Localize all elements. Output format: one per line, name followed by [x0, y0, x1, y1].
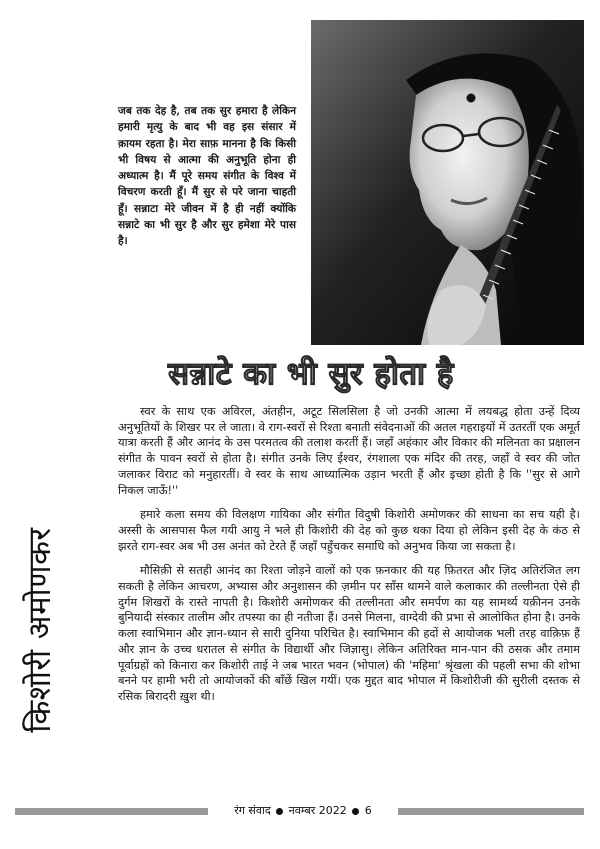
bullet-icon	[276, 808, 283, 815]
side-title-text: किशोरी अमोणकर	[22, 527, 58, 733]
body-paragraph: हमारे कला समय की विलक्षण गायिका और संगीत विदुषी किशोरी अमोणकर की साधना का सच यही है। अस्सी के आसपास फैल गयी आयु ने भले ही किशोरी की देह को कुछ थका दिया हो लेकिन इसी देह के कंठ से झरते राग-स्वर अब भी उस अनंत को टेरते हैं जहाँ पहुँचकर समाधि को अनुभव किया जा सकता है।	[118, 507, 580, 553]
article-headline: सन्नाटे का भी सुर होता है	[168, 356, 454, 392]
body-paragraph: स्वर के साथ एक अविरल, अंतहीन, अटूट सिलसिला है जो उनकी आत्मा में लयबद्ध होता उन्हें दिव्य अनुभूतियों के शिखर पर ले जाता। वे राग-स्वरों से रिश्ता बनाती संवेदनाओं की अतल गहराइयों में उतरतीं एक अमूर्त यात्रा करती हैं और आनंद के उस परमतत्व की तलाश करतीं हैं। जहाँ अहंकार और विकार की मलिनता का प्रक्षालन संगीत के पावन स्वरों से होता है। संगीत उनके लिए ईश्वर, रंगशाला एक मंदिर की तरह, जहाँ वे स्वर की जोत जलाकर विराट को मनुहारतीं। वे स्वर के साथ आध्यात्मिक उड़ान भरती हैं और इच्छा होती है कि ''सुर से आगे निकल जाऊँ!''	[118, 404, 580, 497]
page-footer	[0, 803, 600, 821]
pull-quote: जब तक देह है, तब तक सुर हमारा है लेकिन हमारी मृत्यु के बाद भी वह इस संसार में क़ायम रहता है। मेरा साफ़ मानना है कि किसी भी विषय से आत्मा की अनुभूति होना ही अध्यात्म है। मैं पूरे समय संगीत के विश्व में विचरण करती हूँ। मैं सुर से परे जाना चाहती हूँ। सन्नाटा मेरे जीवन में है ही नहीं क्योंकि सन्नाटे का भी सुर है और सुर हमेशा मेरे पास है।	[118, 105, 296, 248]
footer-rule-right	[398, 808, 584, 815]
issue-date: नवम्बर 2022	[288, 804, 347, 817]
magazine-name: रंग संवाद	[234, 804, 271, 817]
page-number: 6	[364, 804, 372, 817]
body-paragraph: मौसिक़ी से सतही आनंद का रिश्ता जोड़ने वालों को एक फ़नकार की यह फ़ितरत और ज़िद अतिरंजित लग सकती है लेकिन आचरण, अभ्यास और अनुशासन की ज़मीन पर साँस थामने वाले कलाकार की तल्लीनता ऐसे ही दुर्गम शिखरों के रास्ते नापती है। किशोरी अमोणकर की तल्लीनता और समर्पण का यह सामर्थ्य यक़ीनन उनके बुनियादी संस्कार तालीम और तपस्या का ही नतीजा हैं। उनसे मिलना, वाग्देवी की प्रभा से आलोकित होना है। उनके कला स्वाभिमान और ज्ञान-ध्यान से सारी दुनिया परिचित है। स्वाभिमान की हदों से आयोजक भली तरह वाक़िफ़ हैं और ज्ञान के उच्च धरातल से संगीत के विद्यार्थी और जिज्ञासु। लेकिन अतिरिक्त मान-पान की ठसक और तमाम पूर्वाग्रहों को किनारा कर किशोरी ताई ने जब भारत भवन (भोपाल) की 'महिमा' श्रृंखला की पहली सभा की शोभा बनने पर हामी भरी तो आयोजकों की बाँछें खिल गयीं। एक मुद्दत बाद भोपाल में किशोरीजी की सुरीली दस्तक से रसिक बिरादरी ख़ुश थी।	[118, 563, 580, 703]
side-title	[18, 515, 60, 745]
portrait-photo-icon	[311, 20, 584, 345]
footer-rule-left	[15, 808, 208, 815]
bullet-icon	[352, 808, 359, 815]
article-body	[118, 404, 580, 714]
footer-text	[212, 803, 394, 818]
